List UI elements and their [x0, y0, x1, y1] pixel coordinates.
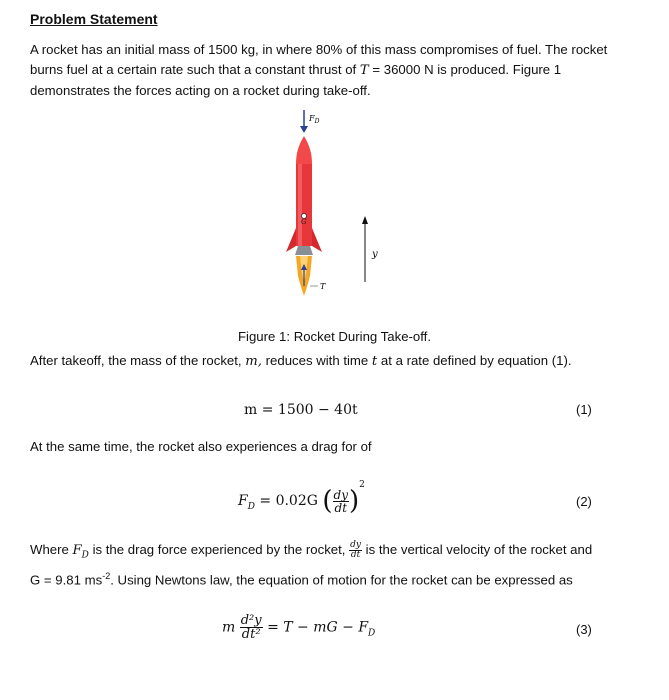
eq2-den: dt: [334, 500, 348, 515]
thrust-symbol: T: [359, 63, 369, 78]
eq3-m: m: [222, 619, 236, 636]
heading: Problem Statement: [30, 11, 158, 27]
equation-3-number: (3): [576, 622, 592, 637]
eq2-coef: = 0.02G: [259, 493, 318, 509]
velocity-num: dy: [350, 540, 361, 551]
eq3-num: d²y: [240, 613, 262, 628]
eq2-lhs: F: [238, 493, 248, 509]
equation-3: [222, 614, 375, 641]
mass-symbol: m,: [245, 354, 262, 369]
equation-2: [238, 480, 365, 516]
drag-symbol-sub: D: [81, 550, 89, 561]
time-symbol: t: [371, 354, 378, 369]
intro-text-1: A rocket has an initial mass of 1500 kg, in where 80% of this mass compromises of fuel. The rocket burns fuel at a certain rate such that a constant thrust of: [30, 42, 608, 77]
y-axis-label: y: [372, 249, 378, 260]
eq3-rhs: = T − mG − F: [267, 619, 369, 636]
where-text-1: Where: [30, 542, 69, 557]
where-text-3: is the vertical velocity of the rocket and: [365, 542, 593, 557]
eq2-lhs-sub: D: [247, 501, 255, 512]
mass-text-3: at a rate defined by equation (1).: [380, 353, 572, 368]
eq2-right-paren: ): [349, 486, 360, 516]
where-paragraph: [30, 540, 640, 590]
gravity-text: G = 9.81 ms: [30, 572, 103, 588]
equation-1-number: (1): [576, 402, 592, 417]
rocket-figure: [270, 106, 400, 311]
equation-1-body: m = 1500 − 40t: [244, 402, 358, 418]
rocket-fin-right: [312, 228, 322, 252]
eq3-den: dt²: [241, 627, 261, 642]
drag-force-label: $F_D$: [309, 114, 320, 125]
eq3-rhs-sub: D: [368, 628, 376, 639]
equation-2-number: (2): [576, 494, 592, 509]
drag-paragraph: At the same time, the rocket also experiences a drag for of: [30, 439, 372, 454]
mass-text-2: reduces with time: [265, 353, 369, 368]
rocket-fin-left: [286, 228, 296, 252]
drag-symbol: F: [72, 543, 82, 558]
rocket-nose: [296, 136, 312, 164]
center-of-gravity-label: G: [301, 218, 307, 226]
y-axis-arrowhead: [362, 216, 368, 224]
where-text-2: is the drag force experienced by the rocket,: [92, 542, 346, 557]
mass-text-1: After takeoff, the mass of the rocket,: [30, 353, 242, 368]
thrust-label: T: [320, 282, 326, 291]
velocity-den: dt: [350, 550, 361, 561]
equals-sign: =: [372, 62, 381, 77]
velocity-fraction: [349, 541, 362, 560]
intro-paragraph: [30, 40, 640, 101]
mass-paragraph: [30, 351, 640, 372]
intro-text-2: 36000 N is produced. Figure 1 demonstrates the forces acting on a rocket during take-off.: [30, 62, 562, 98]
eq3-fraction: [240, 614, 263, 641]
drag-force-label-text: FD: [270, 106, 272, 107]
eq2-power: 2: [359, 480, 365, 490]
eq2-left-paren: (: [322, 486, 333, 516]
eq2-fraction: [333, 489, 349, 514]
rocket-body-highlight: [298, 164, 302, 246]
where-text-4: . Using Newtons law, the equation of motion for the rocket can be expressed as: [110, 572, 573, 588]
figure-caption: Figure 1: Rocket During Take-off.: [237, 329, 432, 344]
equation-1: [244, 402, 358, 418]
drag-force-arrowhead: [300, 126, 308, 133]
rocket-nozzle: [295, 246, 313, 255]
gravity-exponent: -2: [102, 570, 111, 581]
eq2-num: dy: [333, 487, 349, 502]
